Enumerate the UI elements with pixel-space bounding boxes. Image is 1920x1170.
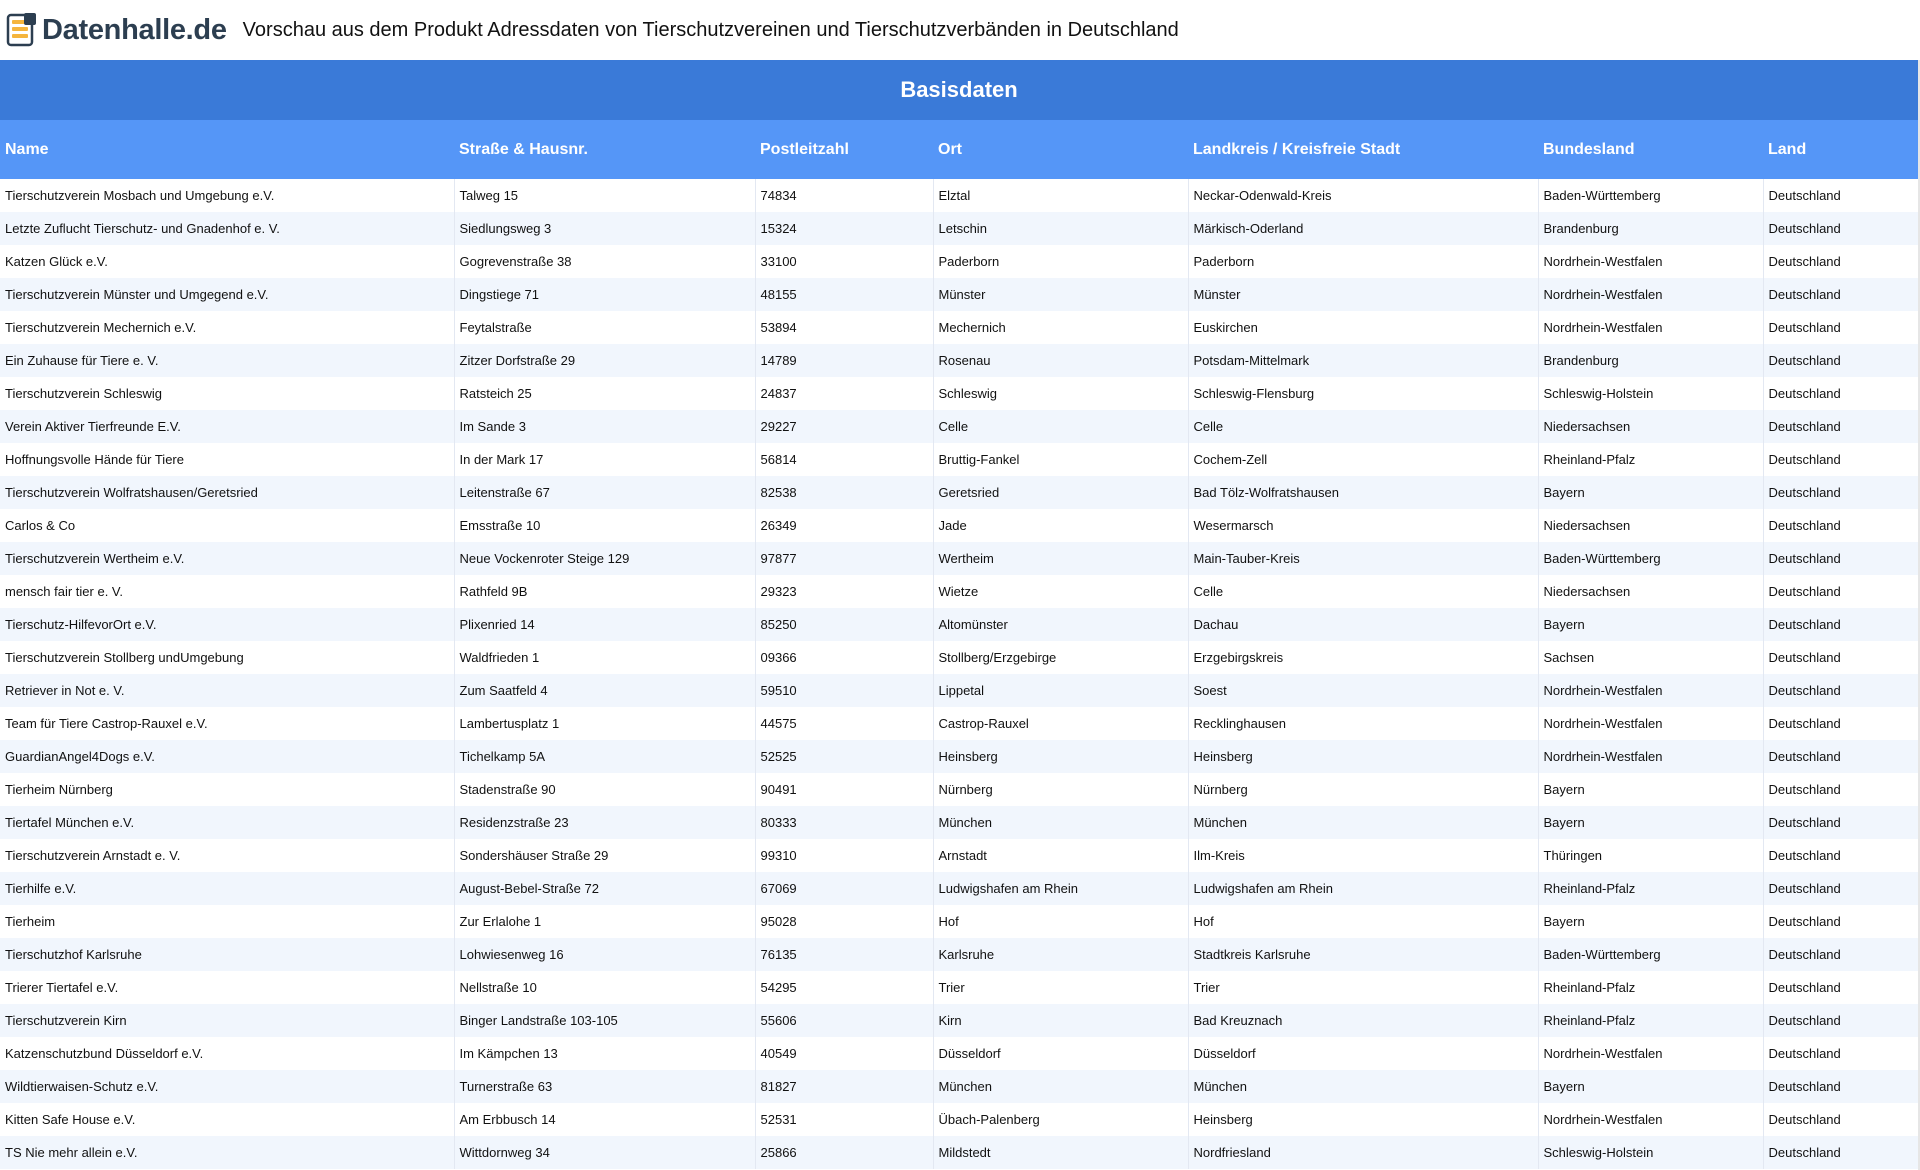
cell-district: Dachau xyxy=(1188,608,1538,641)
cell-country: Deutschland xyxy=(1763,1136,1918,1169)
cell-name: Team für Tiere Castrop-Rauxel e.V. xyxy=(0,707,454,740)
cell-state: Brandenburg xyxy=(1538,212,1763,245)
cell-state: Bayern xyxy=(1538,773,1763,806)
table-row[interactable] xyxy=(0,575,1918,608)
cell-country: Deutschland xyxy=(1763,443,1918,476)
cell-country: Deutschland xyxy=(1763,212,1918,245)
cell-street: Im Sande 3 xyxy=(454,410,755,443)
cell-district: München xyxy=(1188,806,1538,839)
table-row[interactable] xyxy=(0,971,1918,1004)
cell-city: Mechernich xyxy=(933,311,1188,344)
cell-city: Arnstadt xyxy=(933,839,1188,872)
cell-state: Nordrhein-Westfalen xyxy=(1538,278,1763,311)
cell-name: Tierhilfe e.V. xyxy=(0,872,454,905)
cell-street: Am Erbbusch 14 xyxy=(454,1103,755,1136)
cell-postal-code: 55606 xyxy=(755,1004,933,1037)
cell-district: Münster xyxy=(1188,278,1538,311)
cell-name: Katzenschutzbund Düsseldorf e.V. xyxy=(0,1037,454,1070)
cell-district: Heinsberg xyxy=(1188,740,1538,773)
cell-postal-code: 97877 xyxy=(755,542,933,575)
cell-country: Deutschland xyxy=(1763,707,1918,740)
cell-district: Ludwigshafen am Rhein xyxy=(1188,872,1538,905)
cell-district: Erzgebirgskreis xyxy=(1188,641,1538,674)
cell-postal-code: 99310 xyxy=(755,839,933,872)
table-row[interactable] xyxy=(0,245,1918,278)
cell-district: Potsdam-Mittelmark xyxy=(1188,344,1538,377)
cell-state: Niedersachsen xyxy=(1538,575,1763,608)
cell-state: Nordrhein-Westfalen xyxy=(1538,707,1763,740)
cell-state: Baden-Württemberg xyxy=(1538,542,1763,575)
cell-name: Tierschutzverein Mosbach und Umgebung e.V. xyxy=(0,179,454,212)
cell-postal-code: 40549 xyxy=(755,1037,933,1070)
cell-name: Carlos & Co xyxy=(0,509,454,542)
cell-city: Rosenau xyxy=(933,344,1188,377)
cell-district: Nordfriesland xyxy=(1188,1136,1538,1169)
table-row[interactable] xyxy=(0,476,1918,509)
cell-city: Stollberg/Erzgebirge xyxy=(933,641,1188,674)
cell-name: mensch fair tier e. V. xyxy=(0,575,454,608)
cell-state: Thüringen xyxy=(1538,839,1763,872)
cell-district: Paderborn xyxy=(1188,245,1538,278)
cell-postal-code: 44575 xyxy=(755,707,933,740)
cell-state: Nordrhein-Westfalen xyxy=(1538,245,1763,278)
cell-name: Kitten Safe House e.V. xyxy=(0,1103,454,1136)
cell-city: Lippetal xyxy=(933,674,1188,707)
cell-postal-code: 82538 xyxy=(755,476,933,509)
cell-postal-code: 25866 xyxy=(755,1136,933,1169)
cell-name: Ein Zuhause für Tiere e. V. xyxy=(0,344,454,377)
table-row[interactable] xyxy=(0,872,1918,905)
cell-state: Bayern xyxy=(1538,806,1763,839)
cell-postal-code: 15324 xyxy=(755,212,933,245)
cell-name: Katzen Glück e.V. xyxy=(0,245,454,278)
cell-city: Altomünster xyxy=(933,608,1188,641)
cell-city: Castrop-Rauxel xyxy=(933,707,1188,740)
cell-postal-code: 95028 xyxy=(755,905,933,938)
cell-postal-code: 54295 xyxy=(755,971,933,1004)
cell-country: Deutschland xyxy=(1763,971,1918,1004)
table-row[interactable] xyxy=(0,905,1918,938)
column-header-state[interactable]: Bundesland xyxy=(1538,120,1763,179)
cell-postal-code: 26349 xyxy=(755,509,933,542)
cell-state: Brandenburg xyxy=(1538,344,1763,377)
cell-name: Verein Aktiver Tierfreunde E.V. xyxy=(0,410,454,443)
cell-postal-code: 56814 xyxy=(755,443,933,476)
cell-district: Düsseldorf xyxy=(1188,1037,1538,1070)
cell-city: Wertheim xyxy=(933,542,1188,575)
cell-postal-code: 53894 xyxy=(755,311,933,344)
cell-name: Tierschutzverein Mechernich e.V. xyxy=(0,311,454,344)
cell-district: Neckar-Odenwald-Kreis xyxy=(1188,179,1538,212)
cell-district: Märkisch-Oderland xyxy=(1188,212,1538,245)
table-row[interactable] xyxy=(0,1103,1918,1136)
section-header-row xyxy=(0,60,1918,120)
table-row[interactable] xyxy=(0,674,1918,707)
cell-district: Hof xyxy=(1188,905,1538,938)
cell-state: Nordrhein-Westfalen xyxy=(1538,1037,1763,1070)
cell-street: Tichelkamp 5A xyxy=(454,740,755,773)
cell-street: Ratsteich 25 xyxy=(454,377,755,410)
cell-city: Kirn xyxy=(933,1004,1188,1037)
page-title: Vorschau aus dem Produkt Adressdaten von Tierschutzvereinen und Tierschutzverbänden in Deutschland xyxy=(242,18,1179,41)
cell-state: Nordrhein-Westfalen xyxy=(1538,740,1763,773)
cell-district: Main-Tauber-Kreis xyxy=(1188,542,1538,575)
cell-country: Deutschland xyxy=(1763,641,1918,674)
cell-postal-code: 59510 xyxy=(755,674,933,707)
table-row[interactable] xyxy=(0,410,1918,443)
cell-state: Niedersachsen xyxy=(1538,410,1763,443)
cell-country: Deutschland xyxy=(1763,344,1918,377)
table-row[interactable] xyxy=(0,443,1918,476)
address-table xyxy=(0,60,1918,1169)
cell-country: Deutschland xyxy=(1763,245,1918,278)
cell-country: Deutschland xyxy=(1763,476,1918,509)
cell-state: Bayern xyxy=(1538,1070,1763,1103)
cell-name: Tierschutz-HilfevorOrt e.V. xyxy=(0,608,454,641)
cell-city: Hof xyxy=(933,905,1188,938)
cell-street: Waldfrieden 1 xyxy=(454,641,755,674)
cell-street: Turnerstraße 63 xyxy=(454,1070,755,1103)
cell-city: Geretsried xyxy=(933,476,1188,509)
cell-city: Schleswig xyxy=(933,377,1188,410)
cell-country: Deutschland xyxy=(1763,542,1918,575)
cell-state: Rheinland-Pfalz xyxy=(1538,872,1763,905)
cell-postal-code: 48155 xyxy=(755,278,933,311)
cell-country: Deutschland xyxy=(1763,410,1918,443)
cell-district: Bad Tölz-Wolfratshausen xyxy=(1188,476,1538,509)
cell-country: Deutschland xyxy=(1763,311,1918,344)
cell-postal-code: 29227 xyxy=(755,410,933,443)
cell-postal-code: 52525 xyxy=(755,740,933,773)
table-row[interactable] xyxy=(0,707,1918,740)
cell-name: Tierschutzverein Schleswig xyxy=(0,377,454,410)
table-row[interactable] xyxy=(0,641,1918,674)
cell-state: Bayern xyxy=(1538,905,1763,938)
table-row[interactable] xyxy=(0,377,1918,410)
cell-street: Emsstraße 10 xyxy=(454,509,755,542)
cell-country: Deutschland xyxy=(1763,674,1918,707)
cell-district: Trier xyxy=(1188,971,1538,1004)
datenhalle-logo[interactable] xyxy=(6,0,227,60)
cell-district: Euskirchen xyxy=(1188,311,1538,344)
cell-country: Deutschland xyxy=(1763,938,1918,971)
cell-street: Gogrevenstraße 38 xyxy=(454,245,755,278)
cell-name: Tierschutzhof Karlsruhe xyxy=(0,938,454,971)
table-row[interactable] xyxy=(0,212,1918,245)
cell-district: Nürnberg xyxy=(1188,773,1538,806)
cell-city: Münster xyxy=(933,278,1188,311)
cell-street: Plixenried 14 xyxy=(454,608,755,641)
table-row[interactable] xyxy=(0,740,1918,773)
cell-state: Rheinland-Pfalz xyxy=(1538,1004,1763,1037)
cell-district: Bad Kreuznach xyxy=(1188,1004,1538,1037)
cell-name: Tierschutzverein Kirn xyxy=(0,1004,454,1037)
cell-city: Paderborn xyxy=(933,245,1188,278)
cell-name: Trierer Tiertafel e.V. xyxy=(0,971,454,1004)
cell-postal-code: 33100 xyxy=(755,245,933,278)
cell-postal-code: 67069 xyxy=(755,872,933,905)
cell-postal-code: 24837 xyxy=(755,377,933,410)
cell-country: Deutschland xyxy=(1763,1037,1918,1070)
cell-city: Mildstedt xyxy=(933,1136,1188,1169)
cell-name: Tierschutzverein Wolfratshausen/Geretsried xyxy=(0,476,454,509)
cell-street: Zum Saatfeld 4 xyxy=(454,674,755,707)
cell-name: Letzte Zuflucht Tierschutz- und Gnadenhof e. V. xyxy=(0,212,454,245)
cell-postal-code: 14789 xyxy=(755,344,933,377)
cell-postal-code: 90491 xyxy=(755,773,933,806)
cell-country: Deutschland xyxy=(1763,740,1918,773)
cell-city: Bruttig-Fankel xyxy=(933,443,1188,476)
cell-name: Wildtierwaisen-Schutz e.V. xyxy=(0,1070,454,1103)
cell-city: Jade xyxy=(933,509,1188,542)
table-row[interactable] xyxy=(0,278,1918,311)
cell-state: Niedersachsen xyxy=(1538,509,1763,542)
cell-postal-code: 80333 xyxy=(755,806,933,839)
cell-street: Neue Vockenroter Steige 129 xyxy=(454,542,755,575)
cell-district: Celle xyxy=(1188,575,1538,608)
cell-state: Nordrhein-Westfalen xyxy=(1538,1103,1763,1136)
cell-street: Nellstraße 10 xyxy=(454,971,755,1004)
cell-district: Ilm-Kreis xyxy=(1188,839,1538,872)
cell-state: Schleswig-Holstein xyxy=(1538,1136,1763,1169)
cell-country: Deutschland xyxy=(1763,278,1918,311)
cell-country: Deutschland xyxy=(1763,905,1918,938)
cell-street: Binger Landstraße 103-105 xyxy=(454,1004,755,1037)
cell-street: Talweg 15 xyxy=(454,179,755,212)
cell-city: Wietze xyxy=(933,575,1188,608)
table-row[interactable] xyxy=(0,938,1918,971)
cell-city: Nürnberg xyxy=(933,773,1188,806)
cell-street: August-Bebel-Straße 72 xyxy=(454,872,755,905)
cell-country: Deutschland xyxy=(1763,509,1918,542)
cell-city: Übach-Palenberg xyxy=(933,1103,1188,1136)
table-row[interactable] xyxy=(0,1070,1918,1103)
top-bar xyxy=(0,0,1920,60)
column-header-name[interactable]: Name xyxy=(0,120,454,179)
cell-country: Deutschland xyxy=(1763,377,1918,410)
cell-name: Tierheim Nürnberg xyxy=(0,773,454,806)
column-header-country[interactable]: Land xyxy=(1763,120,1918,179)
cell-district: Recklinghausen xyxy=(1188,707,1538,740)
cell-street: Zur Erlalohe 1 xyxy=(454,905,755,938)
table-row[interactable] xyxy=(0,773,1918,806)
cell-city: Elztal xyxy=(933,179,1188,212)
cell-city: Heinsberg xyxy=(933,740,1188,773)
cell-name: Tiertafel München e.V. xyxy=(0,806,454,839)
table-row[interactable] xyxy=(0,1037,1918,1070)
cell-state: Sachsen xyxy=(1538,641,1763,674)
column-header-city[interactable]: Ort xyxy=(933,120,1188,179)
cell-name: Tierschutzverein Münster und Umgegend e.V. xyxy=(0,278,454,311)
column-header-street[interactable]: Straße & Hausnr. xyxy=(454,120,755,179)
cell-city: Trier xyxy=(933,971,1188,1004)
cell-state: Bayern xyxy=(1538,608,1763,641)
cell-name: TS Nie mehr allein e.V. xyxy=(0,1136,454,1169)
cell-street: Sondershäuser Straße 29 xyxy=(454,839,755,872)
cell-name: GuardianAngel4Dogs e.V. xyxy=(0,740,454,773)
cell-country: Deutschland xyxy=(1763,575,1918,608)
cell-state: Nordrhein-Westfalen xyxy=(1538,311,1763,344)
table-row[interactable] xyxy=(0,1004,1918,1037)
table-row[interactable] xyxy=(0,608,1918,641)
cell-country: Deutschland xyxy=(1763,806,1918,839)
cell-country: Deutschland xyxy=(1763,1070,1918,1103)
cell-postal-code: 81827 xyxy=(755,1070,933,1103)
table-row[interactable] xyxy=(0,311,1918,344)
table-row[interactable] xyxy=(0,542,1918,575)
cell-state: Nordrhein-Westfalen xyxy=(1538,674,1763,707)
cell-city: Düsseldorf xyxy=(933,1037,1188,1070)
cell-state: Baden-Württemberg xyxy=(1538,938,1763,971)
table-row[interactable] xyxy=(0,179,1918,212)
cell-postal-code: 85250 xyxy=(755,608,933,641)
cell-postal-code: 74834 xyxy=(755,179,933,212)
cell-district: Wesermarsch xyxy=(1188,509,1538,542)
cell-street: In der Mark 17 xyxy=(454,443,755,476)
cell-city: Karlsruhe xyxy=(933,938,1188,971)
cell-postal-code: 76135 xyxy=(755,938,933,971)
cell-city: Celle xyxy=(933,410,1188,443)
cell-country: Deutschland xyxy=(1763,179,1918,212)
cell-name: Tierschutzverein Stollberg undUmgebung xyxy=(0,641,454,674)
cell-street: Leitenstraße 67 xyxy=(454,476,755,509)
cell-name: Tierschutzverein Arnstadt e. V. xyxy=(0,839,454,872)
data-table-container xyxy=(0,60,1920,1169)
cell-state: Bayern xyxy=(1538,476,1763,509)
table-row[interactable] xyxy=(0,806,1918,839)
cell-street: Lambertusplatz 1 xyxy=(454,707,755,740)
cell-state: Rheinland-Pfalz xyxy=(1538,971,1763,1004)
table-row[interactable] xyxy=(0,344,1918,377)
cell-city: München xyxy=(933,1070,1188,1103)
cell-street: Rathfeld 9B xyxy=(454,575,755,608)
cell-name: Retriever in Not e. V. xyxy=(0,674,454,707)
table-row[interactable] xyxy=(0,1136,1918,1169)
cell-country: Deutschland xyxy=(1763,872,1918,905)
cell-street: Feytalstraße xyxy=(454,311,755,344)
cell-district: Heinsberg xyxy=(1188,1103,1538,1136)
cell-country: Deutschland xyxy=(1763,1004,1918,1037)
cell-street: Residenzstraße 23 xyxy=(454,806,755,839)
cell-street: Lohwiesenweg 16 xyxy=(454,938,755,971)
cell-postal-code: 29323 xyxy=(755,575,933,608)
table-body xyxy=(0,179,1918,1169)
cell-street: Dingstiege 71 xyxy=(454,278,755,311)
cell-district: Stadtkreis Karlsruhe xyxy=(1188,938,1538,971)
cell-district: Schleswig-Flensburg xyxy=(1188,377,1538,410)
cell-country: Deutschland xyxy=(1763,839,1918,872)
table-row[interactable] xyxy=(0,509,1918,542)
logo-text: Datenhalle.de xyxy=(42,13,227,46)
cell-district: Soest xyxy=(1188,674,1538,707)
cell-country: Deutschland xyxy=(1763,608,1918,641)
cell-street: Zitzer Dorfstraße 29 xyxy=(454,344,755,377)
cell-street: Im Kämpchen 13 xyxy=(454,1037,755,1070)
database-icon xyxy=(6,12,38,48)
column-header-row xyxy=(0,120,1918,179)
cell-district: Cochem-Zell xyxy=(1188,443,1538,476)
cell-name: Tierheim xyxy=(0,905,454,938)
cell-street: Stadenstraße 90 xyxy=(454,773,755,806)
cell-street: Wittdornweg 34 xyxy=(454,1136,755,1169)
cell-city: Ludwigshafen am Rhein xyxy=(933,872,1188,905)
cell-name: Tierschutzverein Wertheim e.V. xyxy=(0,542,454,575)
cell-street: Siedlungsweg 3 xyxy=(454,212,755,245)
table-row[interactable] xyxy=(0,839,1918,872)
cell-postal-code: 52531 xyxy=(755,1103,933,1136)
cell-city: München xyxy=(933,806,1188,839)
cell-country: Deutschland xyxy=(1763,1103,1918,1136)
cell-country: Deutschland xyxy=(1763,773,1918,806)
cell-state: Rheinland-Pfalz xyxy=(1538,443,1763,476)
cell-name: Hoffnungsvolle Hände für Tiere xyxy=(0,443,454,476)
cell-postal-code: 09366 xyxy=(755,641,933,674)
column-header-district[interactable]: Landkreis / Kreisfreie Stadt xyxy=(1188,120,1538,179)
cell-state: Schleswig-Holstein xyxy=(1538,377,1763,410)
cell-state: Baden-Württemberg xyxy=(1538,179,1763,212)
cell-city: Letschin xyxy=(933,212,1188,245)
column-header-postal-code[interactable]: Postleitzahl xyxy=(755,120,933,179)
section-title: Basisdaten xyxy=(0,60,1918,120)
cell-district: Celle xyxy=(1188,410,1538,443)
cell-district: München xyxy=(1188,1070,1538,1103)
